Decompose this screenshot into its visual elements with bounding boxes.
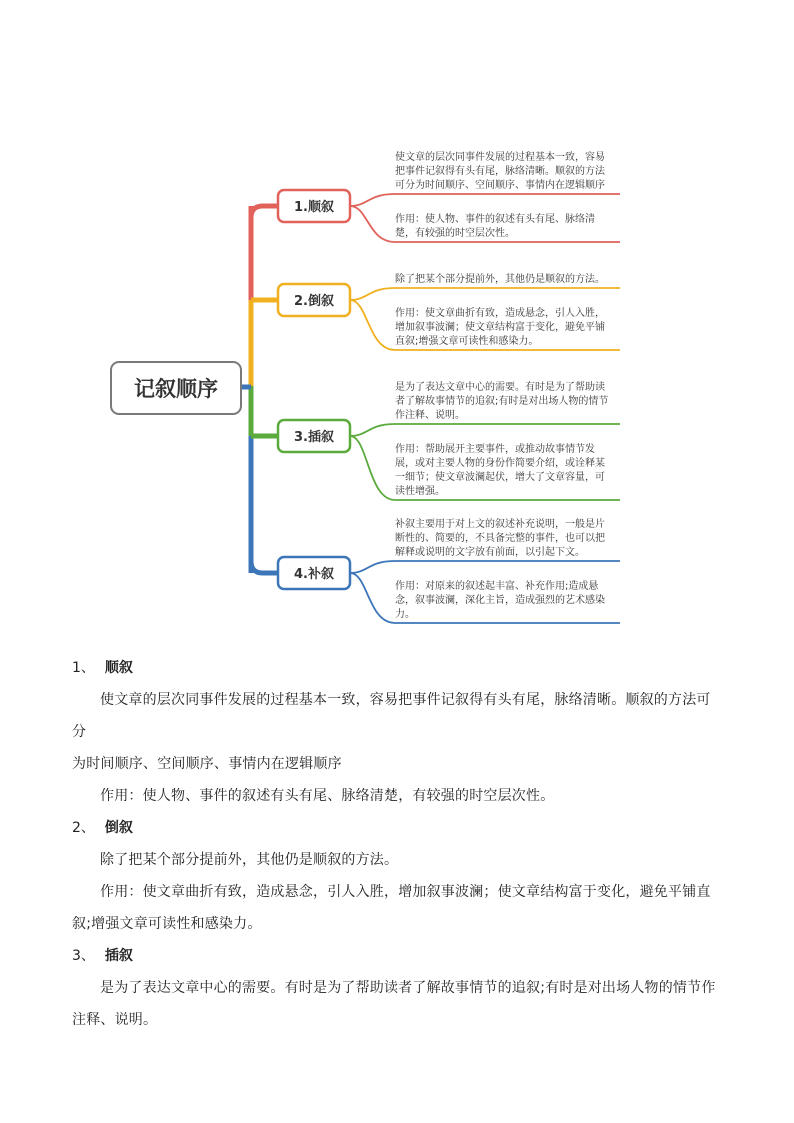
note-underline (350, 288, 620, 300)
note-line: 楚，有较强的时空层次性。 (395, 228, 515, 239)
branch-label: 3.插叙 (294, 430, 334, 445)
note-underline (350, 424, 620, 436)
section-number: 2、 (72, 820, 95, 836)
paragraph-line: 注释、说明。 (72, 1012, 158, 1028)
section-title: 插叙 (104, 948, 133, 964)
note-line: 解释或说明的文字放有前面，以引起下文。 (395, 547, 585, 558)
paragraph (72, 972, 722, 1036)
paragraph (72, 876, 722, 940)
section-1 (72, 652, 722, 812)
note-line: 使文章的层次同事件发展的过程基本一致，容易 (395, 152, 605, 163)
section-2 (72, 812, 722, 940)
note-line: 断性的、简要的，不具备完整的事件，也可以把 (395, 533, 605, 544)
paragraph-line: 为时间顺序、空间顺序、事情内在逻辑顺序 (72, 756, 342, 772)
branch-connector (251, 561, 278, 573)
root-node[interactable] (111, 362, 241, 414)
note-line: 作用：帮助展开主要事件，或推动故事情节发 (395, 444, 595, 455)
branch-3 (251, 380, 620, 500)
note-line: 作用：使人物、事件的叙述有头有尾、脉络清 (395, 214, 595, 225)
note-line: 作注释、说明。 (395, 410, 465, 421)
paragraph-line: 除了把某个部分提前外，其他仍是顺叙的方法。 (100, 852, 399, 868)
section-heading (72, 940, 722, 972)
section-heading (72, 652, 722, 684)
branch-1 (251, 150, 620, 242)
body-text (72, 652, 722, 1036)
note-line: 作用：使文章曲折有致，造成悬念，引人入胜， (395, 308, 605, 319)
note-line: 力。 (395, 609, 415, 620)
section-title: 顺叙 (104, 660, 133, 676)
paragraph (72, 780, 722, 812)
paragraph-line: 作用：使人物、事件的叙述有头有尾、脉络清楚，有较强的时空层次性。 (100, 788, 555, 804)
branch-label: 1.顺叙 (294, 200, 334, 215)
paragraph (72, 844, 722, 876)
section-number: 3、 (72, 948, 95, 964)
section-number: 1、 (72, 660, 95, 676)
note-line: 读性增强。 (395, 486, 445, 497)
paragraph-line: 叙;增强文章可读性和感染力。 (72, 916, 262, 932)
section-3 (72, 940, 722, 1036)
paragraph-line: 作用：使文章曲折有致，造成悬念，引人入胜，增加叙事波澜；使文章结构富于变化，避免平铺直 (100, 884, 711, 900)
branch-label: 4.补叙 (294, 567, 334, 582)
branch-4 (251, 517, 620, 623)
section-heading (72, 812, 722, 844)
paragraph (72, 684, 722, 780)
note-line: 可分为时间顺序、空间顺序、事情内在逻辑顺序 (395, 180, 605, 191)
note-underline (350, 194, 620, 206)
note-line: 直叙;增强文章可读性和感染力。 (395, 336, 539, 347)
branch-2 (251, 272, 620, 350)
section-title: 倒叙 (104, 820, 133, 836)
note-line: 补叙主要用于对上文的叙述补充说明，一般是片 (395, 519, 605, 530)
note-line: 把事件记叙得有头有尾，脉络清晰。顺叙的方法 (395, 166, 605, 177)
root-label: 记叙顺序 (134, 377, 218, 401)
note-line: 念，叙事波澜，深化主旨，造成强烈的艺术感染 (395, 595, 605, 606)
note-line: 展，或对主要人物的身份作简要介绍，或诠释某 (395, 458, 605, 469)
paragraph-line: 使文章的层次同事件发展的过程基本一致，容易把事件记叙得有头有尾，脉络清晰。顺叙的方法可分 (72, 692, 711, 740)
note-line: 者了解故事情节的追叙;有时是对出场人物的情节 (395, 396, 609, 407)
note-line: 是为了表达文章中心的需要。有时是为了帮助读 (395, 382, 605, 393)
branch-label: 2.倒叙 (294, 294, 334, 309)
note-line: 增加叙事波澜；使文章结构富于变化，避免平铺 (395, 322, 605, 333)
paragraph-line: 是为了表达文章中心的需要。有时是为了帮助读者了解故事情节的追叙;有时是对出场人物的情节作 (100, 980, 716, 996)
branch-connector (251, 206, 278, 218)
note-underline (350, 561, 620, 573)
note-line: 作用：对原来的叙述起丰富、补充作用;造成悬 (395, 581, 599, 592)
note-line: 除了把某个部分提前外，其他仍是顺叙的方法。 (395, 274, 605, 285)
note-line: 一细节；使文章波澜起伏，增大了文章容量，可 (395, 472, 605, 483)
